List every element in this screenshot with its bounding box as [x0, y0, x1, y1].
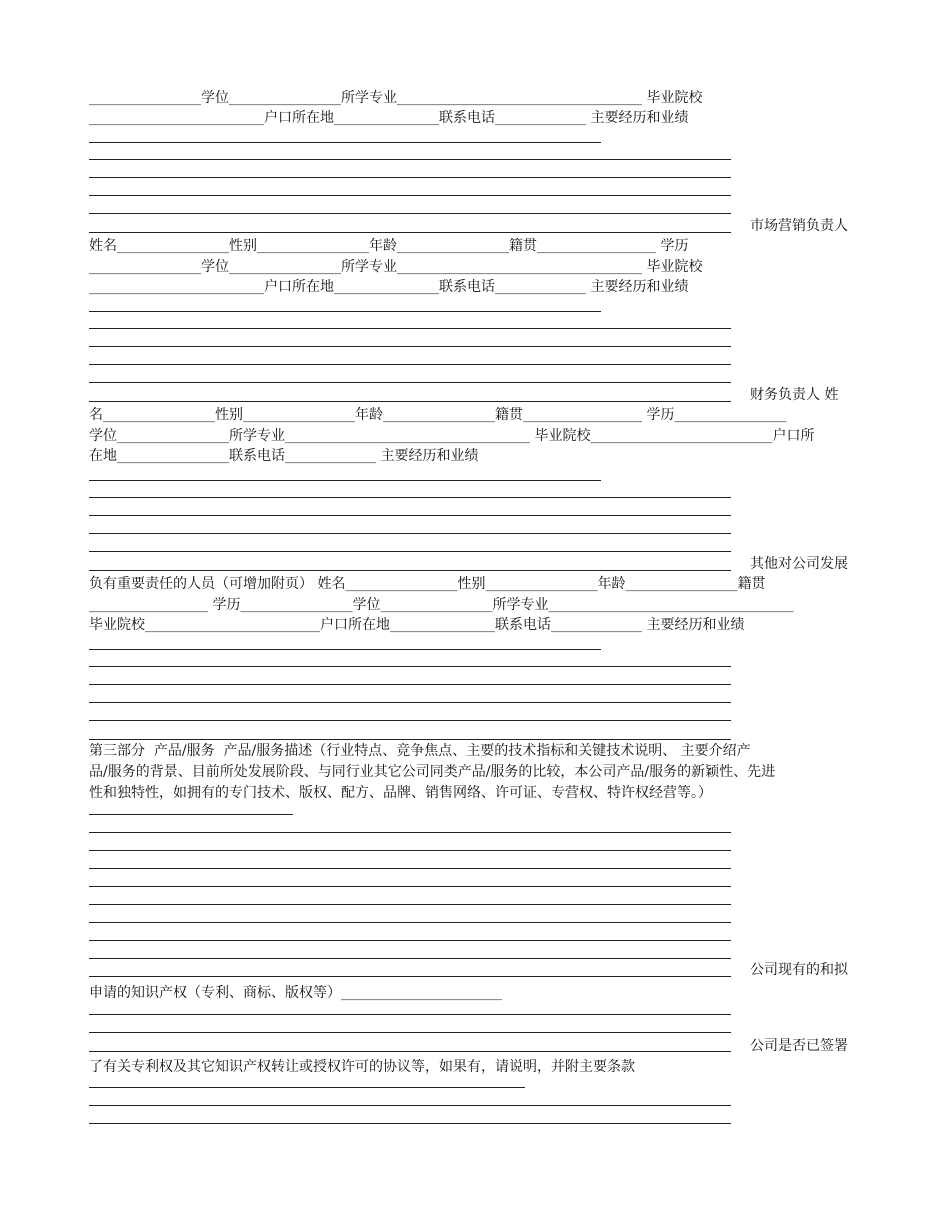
form-row: _________________ 学历________________学位________________所学专业___________________________________	[89, 597, 794, 613]
section-title: 其他对公司发展	[750, 556, 848, 572]
fill-in-line[interactable]	[89, 868, 731, 869]
fill-in-line[interactable]	[89, 702, 731, 703]
fill-in-line[interactable]	[89, 649, 601, 650]
part-description: 性和独特性，如拥有的专门技术、版权、配方、品牌、销售网络、许可证、专营权、特许权经营等。）	[89, 785, 712, 801]
fill-in-line[interactable]	[89, 1051, 731, 1052]
fill-in-line[interactable]	[89, 1105, 731, 1106]
fill-in-line[interactable]	[89, 922, 731, 923]
fill-in-line[interactable]	[89, 328, 731, 329]
fill-in-line[interactable]	[89, 720, 731, 721]
form-row: 负有重要责任的人员（可增加附页） 姓名________________性别________________年龄________________籍贯	[89, 576, 766, 592]
fill-in-line[interactable]	[89, 401, 731, 402]
fill-in-line[interactable]	[89, 311, 601, 312]
fill-in-line[interactable]	[89, 958, 731, 959]
fill-in-line[interactable]	[89, 195, 731, 196]
fill-in-line[interactable]	[89, 814, 293, 815]
form-row: 学位________________所学专业___________________________________ 毕业院校__________________________户口所	[89, 428, 815, 444]
form-row: 名________________性别________________年龄________________籍贯_________________ 学历________________	[89, 407, 787, 423]
form-row: ________________学位________________所学专业___________________________________ 毕业院校	[89, 90, 703, 106]
fill-in-line[interactable]	[89, 739, 731, 740]
part-description: 品/服务的背景、目前所处发展阶段、与同行业其它公司同类产品/服务的比较，本公司产品/服务的新颖性、先进	[89, 764, 776, 780]
fill-in-line[interactable]	[89, 232, 731, 233]
fill-in-line[interactable]	[89, 1032, 731, 1033]
fill-in-line[interactable]	[89, 684, 731, 685]
fill-in-line[interactable]	[89, 940, 731, 941]
fill-in-line[interactable]	[89, 1014, 731, 1015]
fill-in-line[interactable]	[89, 497, 731, 498]
fill-in-line[interactable]	[89, 142, 601, 143]
form-row: 毕业院校_________________________户口所在地_______________联系电话_____________ 主要经历和业绩	[89, 617, 745, 633]
fill-in-line[interactable]	[89, 904, 731, 905]
form-row: ________________学位________________所学专业___________________________________ 毕业院校	[89, 259, 703, 275]
section-title: 市场营销负责人	[750, 218, 848, 234]
fill-in-line[interactable]	[89, 976, 731, 977]
fill-in-line[interactable]	[89, 533, 731, 534]
form-row: 姓名________________性别________________年龄________________籍贯_________________ 学历	[89, 238, 689, 254]
fill-in-line[interactable]	[89, 850, 731, 851]
part-heading: 第三部分 产品/服务 产品/服务描述（行业特点、竞争焦点、主要的技术指标和关键技术说明、 主要介绍产	[89, 743, 751, 759]
fill-in-line[interactable]	[89, 886, 731, 887]
fill-in-line[interactable]	[89, 177, 731, 178]
form-row: _________________________户口所在地_______________联系电话_____________ 主要经历和业绩	[89, 279, 689, 295]
fill-in-line[interactable]	[89, 515, 731, 516]
fill-in-line[interactable]	[89, 832, 731, 833]
fill-in-line[interactable]	[89, 213, 731, 214]
fill-in-line[interactable]	[89, 570, 731, 571]
fill-in-line[interactable]	[89, 382, 731, 383]
fill-in-line[interactable]	[89, 666, 731, 667]
fill-in-line[interactable]	[89, 480, 601, 481]
fill-in-line[interactable]	[89, 1123, 731, 1124]
fill-in-line[interactable]	[89, 346, 731, 347]
section-title: 公司现有的和拟	[750, 962, 848, 978]
form-row: 了有关专利权及其它知识产权转让或授权许可的协议等，如果有，请说明，并附主要条款	[89, 1059, 635, 1075]
form-row: _________________________户口所在地_______________联系电话_____________ 主要经历和业绩	[89, 110, 689, 126]
section-title: 公司是否已签署	[750, 1038, 848, 1054]
form-row: 在地________________联系电话_____________ 主要经历和业绩	[89, 448, 479, 464]
fill-in-line[interactable]	[89, 159, 731, 160]
section-title: 财务负责人 姓	[750, 387, 839, 403]
fill-in-line[interactable]	[89, 551, 731, 552]
fill-in-line[interactable]	[89, 364, 731, 365]
form-row: 申请的知识产权（专利、商标、版权等）_______________________	[89, 985, 502, 1001]
fill-in-line[interactable]	[89, 1087, 525, 1088]
